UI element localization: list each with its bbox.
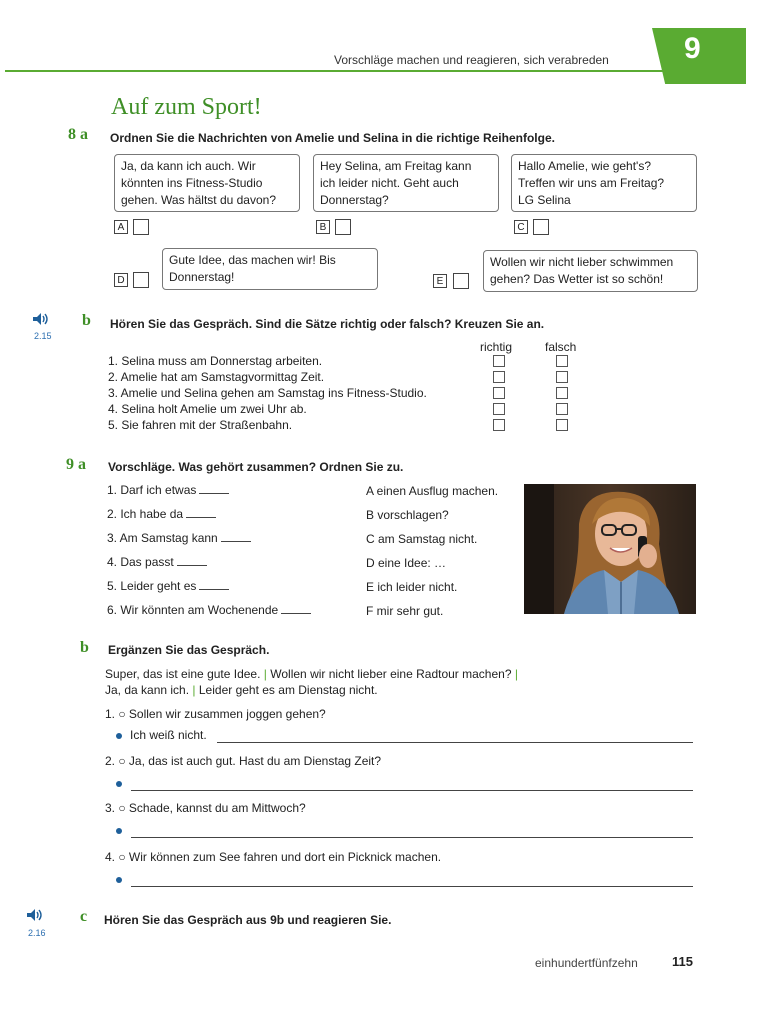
order-box-b[interactable] xyxy=(335,219,351,235)
audio-icon[interactable] xyxy=(32,312,50,326)
page-number-words: einhundertfünfzehn xyxy=(535,956,638,970)
checkbox-falsch-2[interactable] xyxy=(556,371,568,383)
audio-icon[interactable] xyxy=(26,908,44,922)
order-box-a[interactable] xyxy=(133,219,149,235)
match-left-1: 1. Darf ich etwas xyxy=(107,483,229,497)
exercise-8b-instruction: Hören Sie das Gespräch. Sind die Sätze richtig oder falsch? Kreuzen Sie an. xyxy=(110,317,545,331)
statement: 4. Selina holt Amelie um zwei Uhr ab. xyxy=(108,402,307,416)
label-a: A xyxy=(114,220,128,234)
match-left-2: 2. Ich habe da xyxy=(107,507,216,521)
answer-bullet xyxy=(116,733,122,739)
message-b: Hey Selina, am Freitag kann ich leider nicht. Geht auch Donnerstag? xyxy=(313,154,499,212)
checkbox-richtig-2[interactable] xyxy=(493,371,505,383)
checkbox-richtig-3[interactable] xyxy=(493,387,505,399)
dialog-question-3: 3. ○ Schade, kannst du am Mittwoch? xyxy=(105,801,306,815)
phrase-bank-line-2: Ja, da kann ich. | Leider geht es am Dienstag nicht. xyxy=(105,683,378,697)
exercise-9b-letter: b xyxy=(80,639,89,656)
dialog-answer-1: Ich weiß nicht. xyxy=(130,728,207,742)
match-right-a: A einen Ausflug machen. xyxy=(366,484,499,498)
answer-blank[interactable] xyxy=(186,508,216,518)
chapter-number: 9 xyxy=(684,32,701,65)
statement-list xyxy=(108,353,427,433)
woman-on-phone-photo xyxy=(524,484,696,614)
label-d: D xyxy=(114,273,128,287)
answer-bullet xyxy=(116,877,122,883)
page-number: 115 xyxy=(672,954,693,969)
checkbox-richtig-1[interactable] xyxy=(493,355,505,367)
message-a: Ja, da kann ich auch. Wir könnten ins Fitness-Studio gehen. Was hältst du davon? xyxy=(114,154,300,212)
dialog-question-2: 2. ○ Ja, das ist auch gut. Hast du am Dienstag Zeit? xyxy=(105,754,382,768)
label-e: E xyxy=(433,274,447,288)
match-right-f: F mir sehr gut. xyxy=(366,604,444,618)
statement: 5. Sie fahren mit der Straßenbahn. xyxy=(108,418,293,432)
answer-blank[interactable] xyxy=(177,556,207,566)
checkbox-richtig-4[interactable] xyxy=(493,403,505,415)
exercise-8a-number: 8 a xyxy=(68,126,88,143)
track-number: 2.15 xyxy=(34,331,52,341)
answer-line-2[interactable] xyxy=(131,790,693,791)
statement: 3. Amelie und Selina gehen am Samstag ins Fitness-Studio. xyxy=(108,386,427,400)
phrase-bank-line-1: Super, das ist eine gute Idee. | Wollen wir nicht lieber eine Radtour machen? | xyxy=(105,667,518,681)
label-b: B xyxy=(316,220,330,234)
answer-line-3[interactable] xyxy=(131,837,693,838)
exercise-9c-instruction: Hören Sie das Gespräch aus 9b und reagieren Sie. xyxy=(104,913,392,927)
match-left-5: 5. Leider geht es xyxy=(107,579,229,593)
match-right-c: C am Samstag nicht. xyxy=(366,532,478,546)
statement: 2. Amelie hat am Samstagvormittag Zeit. xyxy=(108,370,325,384)
message-e: Wollen wir nicht lieber schwimmen gehen? Das Wetter ist so schön! xyxy=(483,250,698,292)
match-right-d: D eine Idee: … xyxy=(366,556,447,570)
checkbox-richtig-5[interactable] xyxy=(493,419,505,431)
track-number: 2.16 xyxy=(28,928,46,938)
match-right-e: E ich leider nicht. xyxy=(366,580,458,594)
answer-blank[interactable] xyxy=(199,580,229,590)
match-left-3: 3. Am Samstag kann xyxy=(107,531,251,545)
dialog-question-1: 1. ○ Sollen wir zusammen joggen gehen? xyxy=(105,707,326,721)
checkbox-falsch-4[interactable] xyxy=(556,403,568,415)
order-box-d[interactable] xyxy=(133,272,149,288)
match-right-b: B vorschlagen? xyxy=(366,508,449,522)
exercise-9b-instruction: Ergänzen Sie das Gespräch. xyxy=(108,643,270,657)
answer-line-1[interactable] xyxy=(217,742,693,743)
statement: 1. Selina muss am Donnerstag arbeiten. xyxy=(108,354,323,368)
order-box-e[interactable] xyxy=(453,273,469,289)
exercise-9a-number: 9 a xyxy=(66,456,86,473)
message-d: Gute Idee, das machen wir! Bis Donnerstag! xyxy=(162,248,378,290)
column-falsch: falsch xyxy=(545,340,577,354)
match-left-6: 6. Wir könnten am Wochenende xyxy=(107,603,311,617)
column-richtig: richtig xyxy=(480,340,513,354)
checkbox-falsch-1[interactable] xyxy=(556,355,568,367)
order-box-c[interactable] xyxy=(533,219,549,235)
answer-blank[interactable] xyxy=(199,484,229,494)
answer-blank[interactable] xyxy=(281,604,311,614)
answer-blank[interactable] xyxy=(221,532,251,542)
exercise-9c-letter: c xyxy=(80,908,88,925)
header-rule xyxy=(5,70,665,72)
answer-bullet xyxy=(116,781,122,787)
checkbox-falsch-3[interactable] xyxy=(556,387,568,399)
answer-line-4[interactable] xyxy=(131,886,693,887)
exercise-8b-letter: b xyxy=(82,312,91,329)
page-title: Auf zum Sport! xyxy=(111,94,262,120)
message-c: Hallo Amelie, wie geht's? Treffen wir uns am Freitag? LG Selina xyxy=(511,154,697,212)
chapter-subtitle: Vorschläge machen und reagieren, sich verabreden xyxy=(334,53,609,67)
dialog-question-4: 4. ○ Wir können zum See fahren und dort ein Picknick machen. xyxy=(105,850,442,864)
label-c: C xyxy=(514,220,528,234)
match-left-4: 4. Das passt xyxy=(107,555,207,569)
checkbox-falsch-5[interactable] xyxy=(556,419,568,431)
answer-bullet xyxy=(116,828,122,834)
exercise-9a-instruction: Vorschläge. Was gehört zusammen? Ordnen Sie zu. xyxy=(108,460,404,474)
exercise-8a-instruction: Ordnen Sie die Nachrichten von Amelie und Selina in die richtige Reihenfolge. xyxy=(110,131,555,145)
